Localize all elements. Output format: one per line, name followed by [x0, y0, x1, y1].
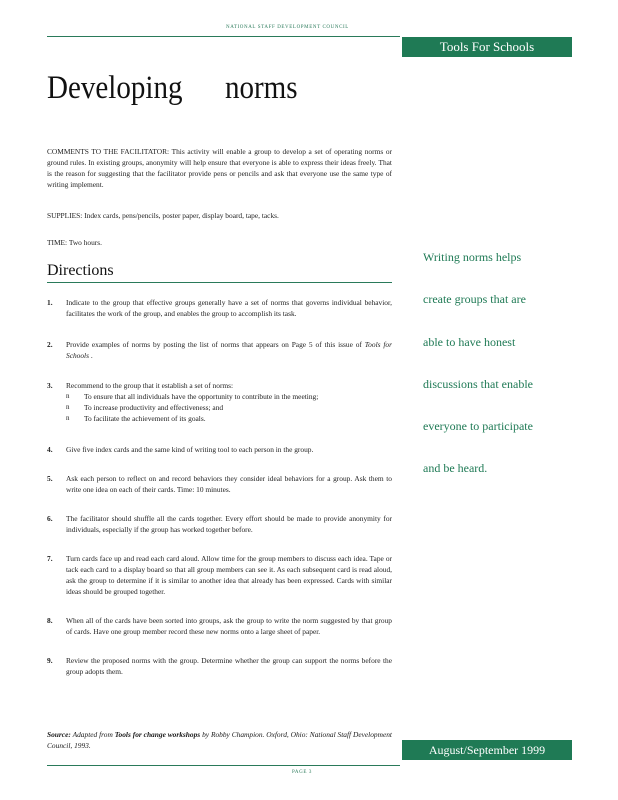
- pull-quote-line: and be heard.: [423, 461, 488, 476]
- source-label: Source:: [47, 730, 71, 739]
- step-number: 5.: [47, 474, 53, 483]
- sub-bullet: [66, 413, 392, 424]
- step-item: [47, 473, 392, 495]
- supplies-label: SUPPLIES:: [47, 211, 83, 220]
- header-rule: [47, 36, 400, 37]
- step-text-part: .: [89, 351, 93, 360]
- step-text: The facilitator should shuffle all the cards together. Every effort should be made to provide anonymity for individuals, especially if the group has worked together before.: [66, 514, 392, 534]
- footer-rule: [47, 765, 400, 766]
- step-text: Give five index cards and the same kind of writing tool to each person in the group.: [66, 445, 314, 454]
- pull-quote: [423, 236, 573, 490]
- step-number: 2.: [47, 340, 53, 349]
- step-number: 1.: [47, 298, 53, 307]
- step-number: 3.: [47, 381, 53, 390]
- step-item: [47, 615, 392, 637]
- step-item: [47, 339, 392, 361]
- time-paragraph: [47, 237, 392, 248]
- sub-bullet-text: To ensure that all individuals have the opportunity to contribute in the meeting;: [84, 392, 319, 401]
- step-item: [47, 655, 392, 677]
- bullet-icon: n: [66, 414, 70, 422]
- header-org-name: NATIONAL STAFF DEVELOPMENT COUNCIL: [226, 25, 349, 30]
- step-text: Turn cards face up and read each card aloud. Allow time for the group members to discuss each idea. Tape or tack each card to a display board so that all group members can see it. As each subsequent card is read aloud, ask the group to determine if it is similar to another idea that already has been expressed. Cards with similar ideas should be grouped together.: [66, 554, 392, 596]
- page-number: PAGE 3: [292, 770, 312, 775]
- pull-quote-line: discussions that enable: [423, 376, 533, 391]
- sub-bullet-text: To facilitate the achievement of its goals.: [84, 414, 206, 423]
- pull-quote-line: Writing norms helps: [423, 250, 522, 264]
- step-number: 9.: [47, 656, 53, 665]
- sub-bullet: [66, 402, 392, 413]
- comments-paragraph: [47, 146, 392, 190]
- time-label: TIME:: [47, 238, 68, 247]
- sub-bullet-list: [66, 391, 392, 424]
- sub-bullet-text: To increase productivity and effectiveness; and: [84, 403, 224, 412]
- step-item: [47, 513, 392, 535]
- source-details: by Robby Champion. Oxford, Ohio: National Staff Development Council, 1993.: [47, 730, 392, 750]
- source-citation: [47, 729, 392, 751]
- bullet-icon: n: [66, 392, 70, 400]
- bullet-icon: n: [66, 403, 70, 411]
- time-text: Two hours.: [68, 238, 102, 247]
- step-number: 4.: [47, 445, 53, 454]
- step-text: Indicate to the group that effective groups generally have a set of norms that governs individual behavior, facilitates the work of the group, and enables the group to accomplish its task.: [66, 298, 392, 318]
- pull-quote-line: everyone to participate: [423, 419, 533, 434]
- issue-date-banner: August/September 1999: [402, 740, 572, 760]
- directions-heading: Directions: [47, 262, 114, 279]
- page-title: Developing norms: [47, 70, 298, 106]
- step-text: When all of the cards have been sorted into groups, ask the group to write the norm suggested by that group of cards. Have one group member record these new norms onto a large sheet of paper.: [66, 616, 392, 636]
- sub-bullet: [66, 391, 392, 402]
- source-adapted: Adapted from: [72, 730, 113, 739]
- pull-quote-line: able to have honest: [423, 334, 516, 349]
- step-text: [66, 339, 392, 361]
- publication-title: Tools for Schools: [66, 340, 392, 360]
- step-item: [47, 380, 392, 391]
- supplies-paragraph: [47, 210, 392, 221]
- step-number: 6.: [47, 514, 53, 523]
- step-item: [47, 297, 392, 319]
- step-number: 8.: [47, 616, 53, 625]
- pull-quote-line: create groups that are: [423, 292, 526, 307]
- comments-text: This activity will enable a group to develop a set of operating norms or ground rules. In existing groups, anonymity will help ensure that everyone is able to express their ideas freely. That is the reason for suggesting that the facilitator provide pens or pencils and ask that everyone use the same type of writing implement.: [47, 147, 392, 189]
- step-text: Recommend to the group that it establish a set of norms:: [66, 381, 234, 390]
- step-item: [47, 553, 392, 597]
- step-text: Review the proposed norms with the group. Determine whether the group can support the norms before the group adopts them.: [66, 656, 392, 676]
- step-text: Ask each person to reflect on and record behaviors they consider ideal behaviors for a group. Ask them to write one idea on each of their cards. Time: 10 minutes.: [66, 474, 392, 494]
- step-item: [47, 444, 392, 455]
- section-banner: Tools For Schools: [402, 37, 572, 57]
- directions-rule: [47, 282, 392, 283]
- source-work-title: Tools for change workshops: [114, 730, 201, 739]
- step-text-part: Provide examples of norms by posting the list of norms that appears on Page 5 of this issue of: [66, 340, 365, 349]
- supplies-text: Index cards, pens/pencils, poster paper, display board, tape, tacks.: [84, 211, 279, 220]
- comments-label: COMMENTS TO THE FACILITATOR:: [47, 147, 170, 156]
- directions-list: [47, 297, 392, 677]
- step-number: 7.: [47, 554, 53, 563]
